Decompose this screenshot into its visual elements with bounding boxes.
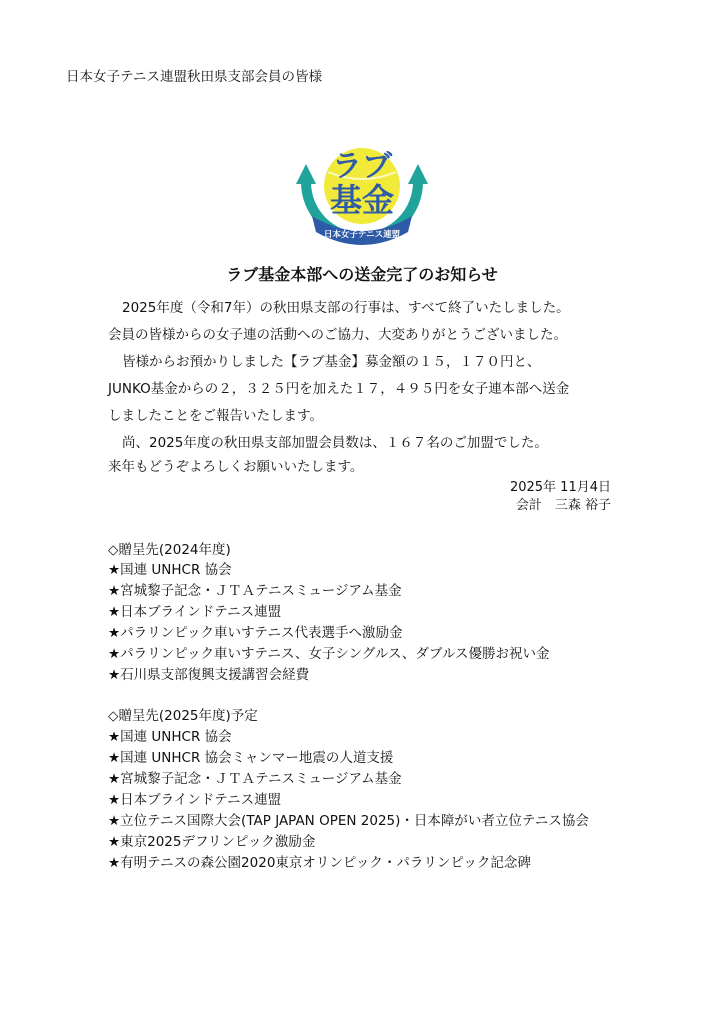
body-line-6: 尚、2025年度の秋田県支部加盟会員数は、１６７名のご加盟でした。 <box>122 435 548 451</box>
signature: 会計 三森 裕子 <box>515 498 611 513</box>
body-line-5: しましたことをご報告いたします。 <box>108 408 323 424</box>
section-2024-item: ★国連 UNHCR 協会 <box>108 562 232 578</box>
section-2025-heading: ◇贈呈先(2025年度)予定 <box>108 708 258 724</box>
logo-ring-arrow-right <box>408 164 428 184</box>
section-2025-item: ★国連 UNHCR 協会ミャンマー地震の人道支援 <box>108 750 394 766</box>
section-2025-item: ★国連 UNHCR 協会 <box>108 729 232 745</box>
section-2025-item: ★日本ブラインドテニス連盟 <box>108 792 282 808</box>
section-2024-item: ★石川県支部復興支援講習会経費 <box>108 667 310 683</box>
body-line-2: 会員の皆様からの女子連の活動へのご協力、大変ありがとうございました。 <box>108 327 567 343</box>
logo-text-bottom: 基金 <box>329 181 395 219</box>
section-2025-item: ★東京2025デフリンピック激励金 <box>108 834 316 850</box>
section-2024-item: ★パラリンピック車いすテニス、女子シングルス、ダブルス優勝お祝い金 <box>108 646 550 662</box>
section-2024-item: ★宮城黎子記念・ＪＴＡテニスミュージアム基金 <box>108 583 402 599</box>
notice-date: 2025年 11月4日 <box>509 480 611 495</box>
logo-ribbon-text: 日本女子テニス連盟 <box>323 230 401 240</box>
body-line-7: 来年もどうぞよろしくお願いいたします。 <box>108 459 364 475</box>
section-2025-item: ★立位テニス国際大会(TAP JAPAN OPEN 2025)・日本障がい者立位テニス協会 <box>108 813 589 829</box>
section-2025-item: ★有明テニスの森公園2020東京オリンピック・パラリンピック記念碑 <box>108 855 531 871</box>
body-line-1: 2025年度（令和7年）の秋田県支部の行事は、すべて終了いたしました。 <box>122 300 570 316</box>
logo-text-top: ラブ <box>332 149 392 184</box>
addressee: 日本女子テニス連盟秋田県支部会員の皆様 <box>66 69 322 85</box>
section-2024-heading: ◇贈呈先(2024年度) <box>108 542 231 558</box>
notice-title: ラブ基金本部への送金完了のお知らせ <box>226 265 498 284</box>
section-2025-item: ★宮城黎子記念・ＪＴＡテニスミュージアム基金 <box>108 771 402 787</box>
body-line-3: 皆様からお預かりしました【ラブ基金】募金額の１５，１７０円と、 <box>122 354 541 370</box>
logo-ring-arrow-left <box>296 164 316 184</box>
love-fund-logo <box>288 142 436 248</box>
body-line-4: JUNKO基金からの２，３２５円を加えた１７，４９５円を女子連本部へ送金 <box>108 381 570 397</box>
section-2024-item: ★日本ブラインドテニス連盟 <box>108 604 282 620</box>
section-2024-item: ★パラリンピック車いすテニス代表選手へ激励金 <box>108 625 403 641</box>
